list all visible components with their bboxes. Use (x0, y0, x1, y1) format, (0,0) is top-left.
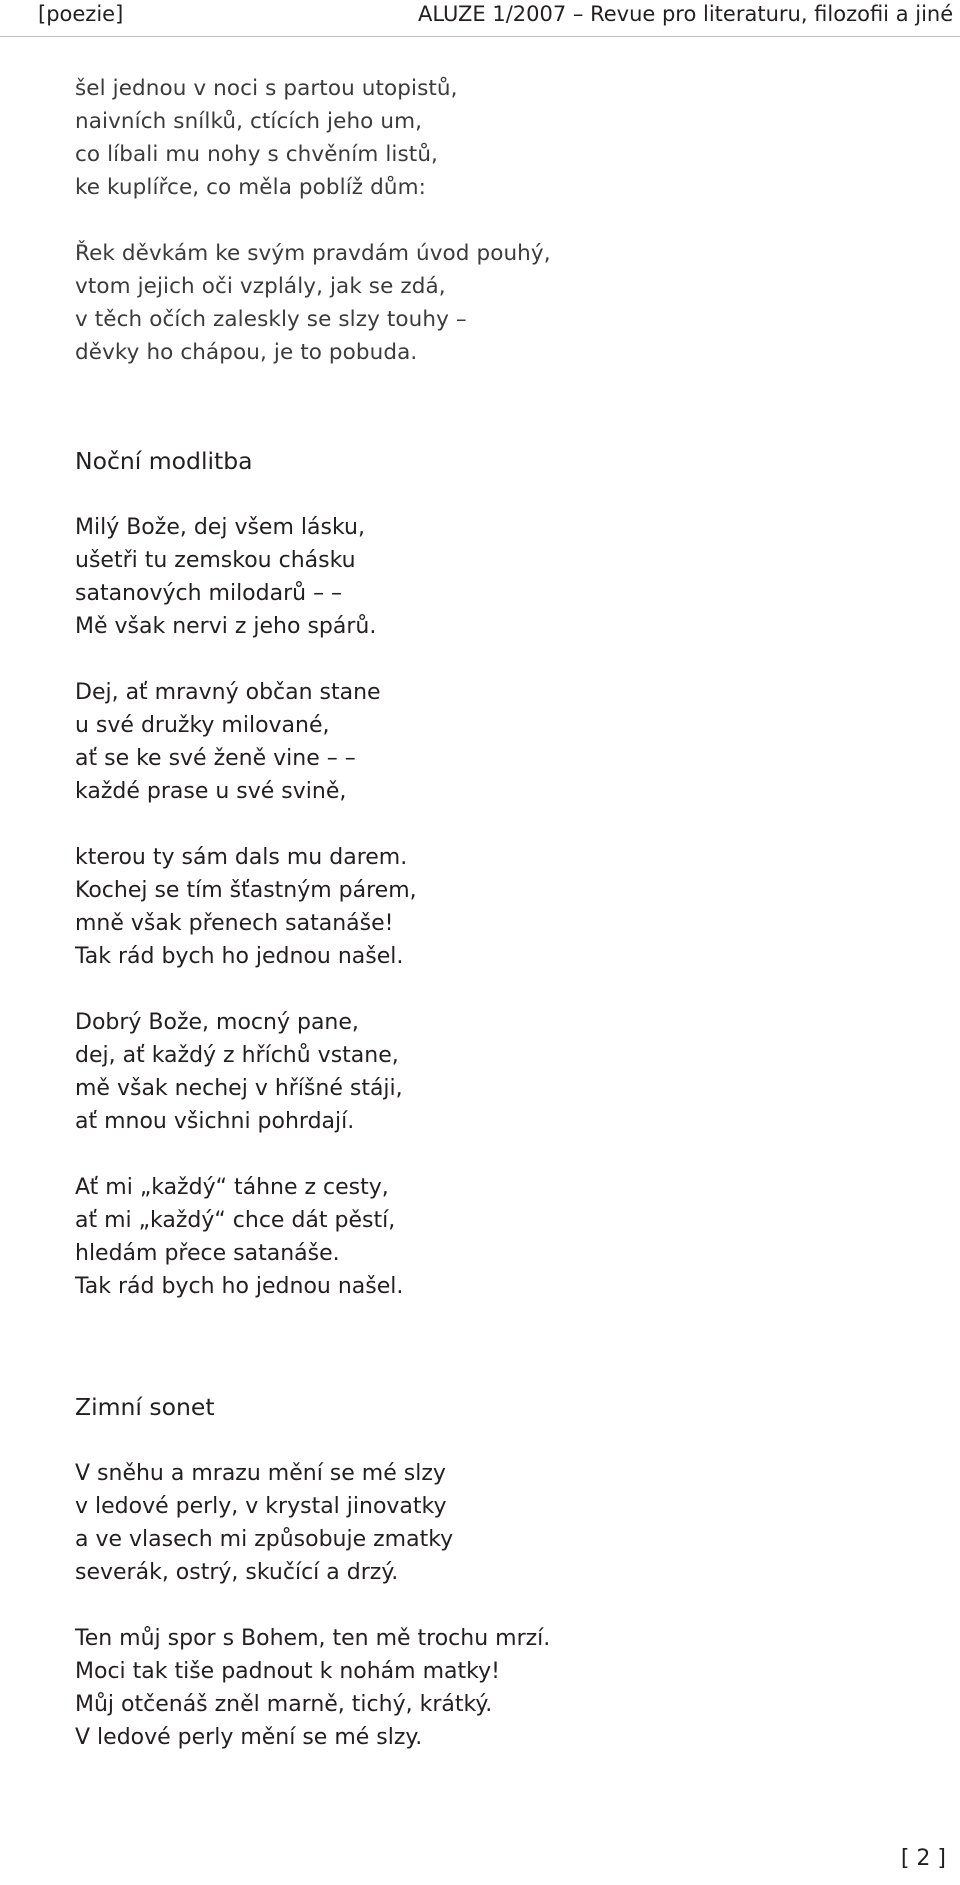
poem-line: Ať mi „každý“ táhne z cesty, (75, 1175, 389, 1200)
poem-line: Kochej se tím šťastným párem, (75, 878, 417, 903)
poem1-stanza-5 (75, 1171, 935, 1303)
poem-title: Noční modlitba (75, 447, 253, 475)
intro-stanza-2 (75, 237, 935, 369)
poem-line: ušetři tu zemskou chásku (75, 548, 356, 573)
poem-line: ke kuplířce, co měla poblíž dům: (75, 175, 426, 200)
poem-line: ať se ke své ženě vine – – (75, 746, 356, 771)
poem-line: V sněhu a mrazu mění se mé slzy (75, 1461, 446, 1486)
poem-line: a ve vlasech mi způsobuje zmatky (75, 1527, 454, 1552)
poem-line: Tak rád bych ho jednou našel. (75, 1274, 404, 1299)
poem-line: v ledové perly, v krystal jinovatky (75, 1494, 447, 1519)
intro-stanza-1 (75, 72, 935, 204)
poem-line: každé prase u své svině, (75, 779, 347, 804)
poem-line: V ledové perly mění se mé slzy. (75, 1725, 423, 1750)
poem-line: kterou ty sám dals mu darem. (75, 845, 408, 870)
poem-line: dej, ať každý z hříchů vstane, (75, 1043, 399, 1068)
poem-title: Zimní sonet (75, 1393, 215, 1421)
page-content (75, 72, 935, 1787)
spacer (75, 1336, 935, 1391)
poem-line: naivních snílků, ctících jeho um, (75, 109, 423, 134)
poem2-stanza-1 (75, 1457, 935, 1589)
poem-line: Tak rád bych ho jednou našel. (75, 944, 404, 969)
poem1-stanza-3 (75, 841, 935, 973)
poem-line: děvky ho chápou, je to pobuda. (75, 340, 418, 365)
poem-line: Řek děvkám ke svým pravdám úvod pouhý, (75, 241, 551, 266)
poem-line: Mě však nervi z jeho spárů. (75, 614, 377, 639)
poem-line: Moci tak tiše padnout k nohám matky! (75, 1659, 500, 1684)
spacer (75, 402, 935, 445)
poem2-stanza-2 (75, 1622, 935, 1754)
poem-line: Dej, ať mravný občan stane (75, 680, 381, 705)
poem-line: vtom jejich oči vzplály, jak se zdá, (75, 274, 446, 299)
section-label: [poezie] (38, 2, 124, 26)
poem-line: mně však přenech satanáše! (75, 911, 394, 936)
poem-line: ať mnou všichni pohrdají. (75, 1109, 355, 1134)
poem-line: co líbali mu nohy s chvěním listů, (75, 142, 438, 167)
poem-line: mě však nechej v hříšné stáji, (75, 1076, 403, 1101)
poem-line: Ten můj spor s Bohem, ten mě trochu mrzí. (75, 1626, 551, 1651)
poem1-stanza-1 (75, 511, 935, 643)
poem1-stanza-2 (75, 676, 935, 808)
poem-line: Milý Bože, dej všem lásku, (75, 515, 365, 540)
poem1-stanza-4 (75, 1006, 935, 1138)
poem-line: u své družky milované, (75, 713, 330, 738)
journal-title: ALUZE 1/2007 – Revue pro literaturu, filozofii a jiné (418, 2, 954, 26)
poem-line: Dobrý Bože, mocný pane, (75, 1010, 359, 1035)
page-number: [ 2 ] (900, 1846, 946, 1871)
poem-line: v těch očích zaleskly se slzy touhy – (75, 307, 467, 332)
poem-line: satanových milodarů – – (75, 581, 343, 606)
poem-line: šel jednou v noci s partou utopistů, (75, 76, 458, 101)
poem-line: hledám přece satanáše. (75, 1241, 340, 1266)
page-header (0, 0, 960, 37)
poem-line: ať mi „každý“ chce dát pěstí, (75, 1208, 396, 1233)
poem-line: severák, ostrý, skučící a drzý. (75, 1560, 399, 1585)
poem-line: Můj otčenáš zněl marně, tichý, krátký. (75, 1692, 493, 1717)
